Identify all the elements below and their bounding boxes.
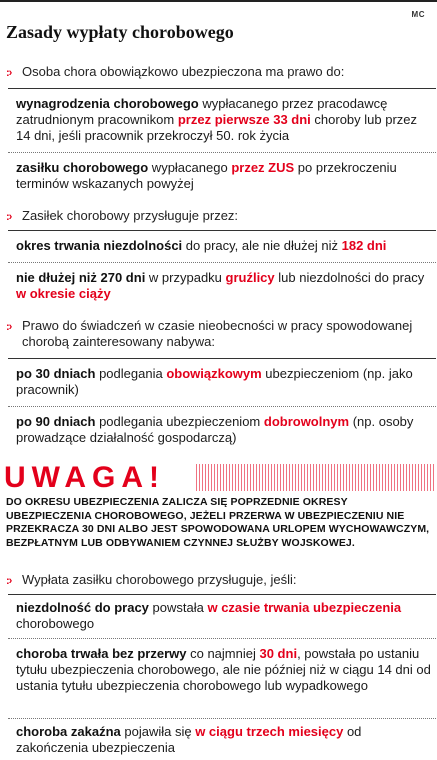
page-title: Zasady wypłaty chorobowego <box>6 22 234 42</box>
divider <box>8 638 436 639</box>
list-item: okres trwania niezdolności do pracy, ale nie dłużej niż 182 dni <box>16 238 387 253</box>
divider <box>8 594 436 595</box>
divider <box>8 230 436 231</box>
top-rule <box>0 0 437 2</box>
section-intro-4: :› Wypłata zasiłku chorobowego przysługuje, jeśli: <box>6 572 297 587</box>
warning-title: UWAGA! <box>4 461 165 494</box>
section-intro-2: :› Zasiłek chorobowy przysługuje przez: <box>6 208 239 223</box>
divider <box>8 406 436 407</box>
arrow-bullet-icon: :› <box>6 321 12 333</box>
divider <box>8 88 436 89</box>
divider <box>8 262 436 263</box>
list-item: choroba trwała bez przerwy co najmniej 30 dni, powstała po ustaniu tytułu ubezpieczenia chorobowego, ale nie później niż w ciągu 14 dni od ustania tytułu ubezpieczenia chorobowego lub wypadkowego <box>16 646 431 693</box>
list-item: niezdolność do pracy powstała w czasie trwania ubezpieczenia chorobowego <box>16 600 402 631</box>
arrow-bullet-icon: :› <box>6 575 12 587</box>
list-item: po 90 dniach podlegania ubezpieczeniom dobrowolnym (np. osoby prowadzące działalność gospodarczą) <box>16 414 414 445</box>
list-item: choroba zakaźna pojawiła się w ciągu trzech miesięcy od zakończenia ubezpieczenia <box>16 724 362 755</box>
decorative-stripes <box>196 464 434 491</box>
arrow-bullet-icon: :› <box>6 67 12 79</box>
section-intro-1: :› Osoba chora obowiązkowo ubezpieczona ma prawo do: <box>6 64 345 79</box>
divider <box>8 358 436 359</box>
list-item: zasiłku chorobowego wypłacanego przez ZUS po przekroczeniu terminów wskazanych powyżej <box>16 160 397 191</box>
arrow-bullet-icon: :› <box>6 211 12 223</box>
section-intro-3: :› Prawo do świadczeń w czasie nieobecności w pracy spowodowanej chorobą zainteresowany nabywa: <box>6 318 413 349</box>
warning-text: DO OKRESU UBEZPIECZENIA ZALICZA SIĘ POPRZEDNIE OKRESY UBEZPIECZENIA CHOROBOWEGO, JEŻELI PRZERWA W UBEZPIECZENIU NIE PRZEKRACZA 30 DNI ALBO JEST SPOWODOWANA URLOPEM WYCHOWAWCZYM, BEZPŁATNYM LUB ODBYWANIEM CZYNNEJ SŁUŻBY WOJSKOWEJ. <box>6 496 430 549</box>
divider <box>8 718 436 719</box>
list-item: po 30 dniach podlegania obowiązkowym ubezpieczeniom (np. jako pracownik) <box>16 366 413 397</box>
author-credit: MC <box>411 10 425 19</box>
list-item: nie dłużej niż 270 dni w przypadku gruźlicy lub niezdolności do pracy w okresie ciąży <box>16 270 425 301</box>
list-item: wynagrodzenia chorobowego wypłacanego przez pracodawcę zatrudnionym pracownikom przez pierwsze 33 dni choroby lub przez 14 dni, jeśli pracownik przekroczył 50. rok życia <box>16 96 418 143</box>
divider <box>8 152 436 153</box>
